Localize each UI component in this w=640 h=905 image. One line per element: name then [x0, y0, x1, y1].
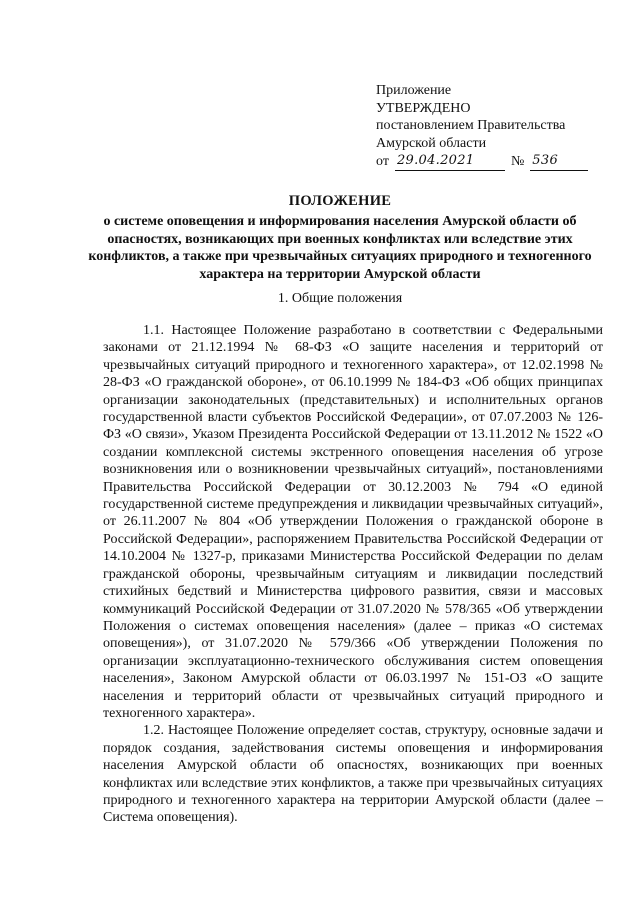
document-body — [103, 322, 603, 827]
approval-approved-label: УТВЕРЖДЕНО — [376, 100, 471, 116]
document-title-block — [80, 193, 600, 283]
paragraph-1-1: 1.1. Настоящее Положение разработано в соответствии с Федеральными законами от 21.12.1994 № 68-ФЗ «О защите населения и территорий от чрезвычайных ситуаций природного и техногенного характера», от 12.02.1998 № 28-ФЗ «О гражданской обороне», от 06.10.1999 № 184-ФЗ «Об общих принципах организации законодательных (представительных) и исполнительных органов государственной власти субъектов Российской Федерации», от 07.07.2003 № 126-ФЗ «О связи», Указом Президента Российской Федерации от 13.11.2012 № 1522 «О создании комплексной системы экстренного оповещения населения об угрозе возникновения или о возникновении чрезвычайных ситуаций», постановлениями Правительства Российской Федерации от 30.12.2003 № 794 «О единой государственной системе предупреждения и ликвидации чрезвычайных ситуаций», от 26.11.2007 № 804 «Об утверждении Положения о гражданской обороне в Российской Федерации», распоряжением Правительства Российской Федерации от 14.10.2004 № 1327-р, приказами Министерства Российской Федерации по делам гражданской обороны, чрезвычайным ситуациям и ликвидации последствий стихийных бедствий и Министерства цифрового развития, связи и массовых коммуникаций Российской Федерации от 31.07.2020 № 578/365 «Об утверждении Положения о системах оповещения населения» (далее – приказ «О системах оповещения»), от 31.07.2020 № 579/366 «Об утверждении Положения по организации эксплуатационно-технического обслуживания систем оповещения населения», Законом Амурской области от 06.03.1997 № 151-ОЗ «О защите населения и территорий области от чрезвычайных ситуаций природного и техногенного характера». — [103, 323, 603, 721]
document-subtitle: о системе оповещения и информирования населения Амурской области об опасностях, возникающих при военных конфликтах или вследствие этих конфликтов, а также при чрезвычайных ситуациях природного и техногенного характера на территории Амурской области — [88, 214, 592, 282]
approval-appendix-label: Приложение — [376, 83, 452, 98]
approval-number: 536 — [530, 152, 588, 171]
approval-date: 29.04.2021 — [395, 152, 505, 171]
approval-region-label: Амурской области — [376, 135, 487, 151]
approval-block — [376, 82, 626, 171]
document-title: ПОЛОЖЕНИЕ — [288, 193, 392, 209]
approval-date-number-line — [376, 152, 626, 171]
paragraph-1-2: 1.2. Настоящее Положение определяет состав, структуру, основные задачи и порядок создания, задействования системы оповещения и информирования населения Амурской области об опасностях, возникающих при военных конфликтах или вследствие этих конфликтов, а также при чрезвычайных ситуациях природного и техногенного характера на территории Амурской области (далее – Система оповещения). — [103, 723, 603, 826]
approval-number-label: № — [510, 154, 525, 169]
approval-from-label: от — [376, 154, 389, 169]
section-heading: 1. Общие положения — [277, 291, 403, 306]
approval-resolution-label: постановлением Правительства — [376, 118, 566, 133]
